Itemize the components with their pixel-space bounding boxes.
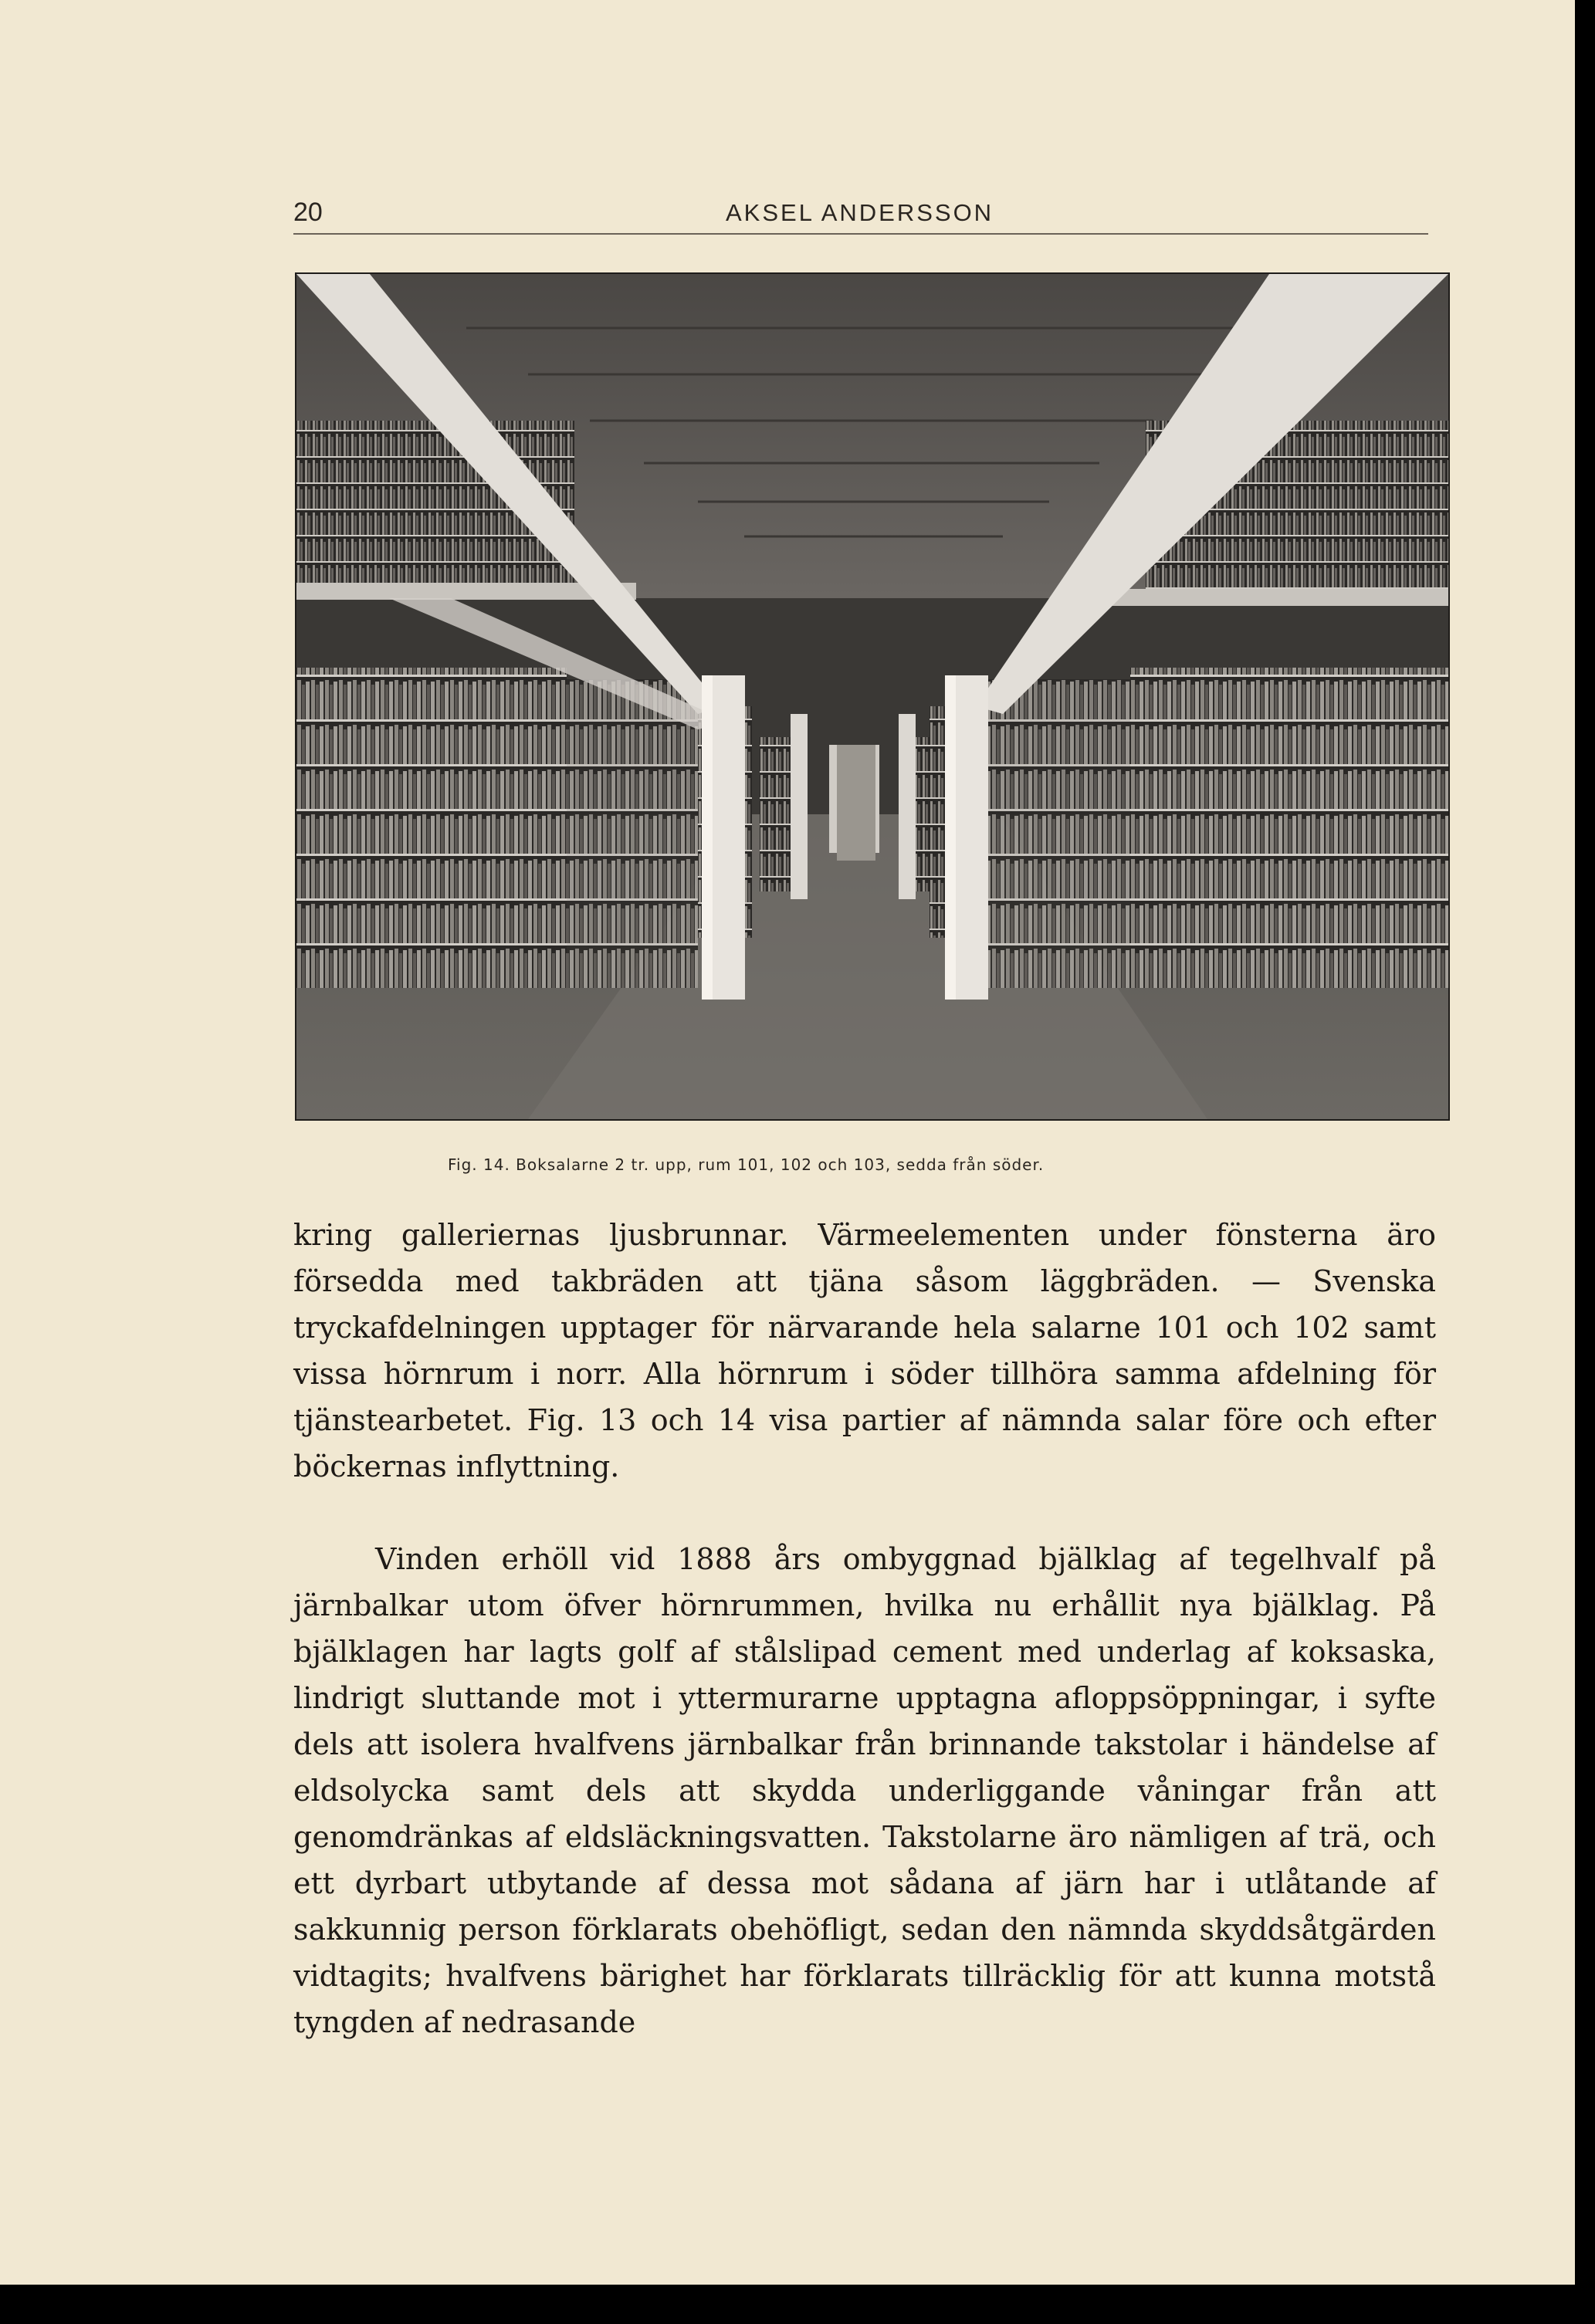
- library-stacks-photograph: [295, 272, 1450, 1121]
- running-title: AKSEL ANDERSSON: [726, 199, 994, 226]
- body-paragraph-1: kring galleriernas ljusbrunnar. Värmeelementen under fönsterna äro försedda med takbräden att tjäna såsom läggbräden. — Svenska tryckafdelningen upptager för närvarande hela salarne 101 och 102 samt vissa hörnrum i norr. Alla hörnrum i söder tillhöra samma afdelning för tjänstearbetet. Fig. 13 och 14 visa partier af nämnda salar före och efter böckernas inflyttning.: [293, 1218, 1436, 1483]
- running-head: [293, 195, 1428, 235]
- photograph-library-stacks-icon: [296, 274, 1448, 1119]
- page-number: 20: [293, 198, 323, 227]
- figure-caption: Fig. 14. Boksalarne 2 tr. upp, rum 101, 102 och 103, sedda från söder.: [448, 1155, 1045, 1174]
- body-paragraph-2: Vinden erhöll vid 1888 års ombyggnad bjälklag af tegelhvalf på järnbalkar utom öfver hörnrummen, hvilka nu erhållit nya bjälklag. På bjälklagen har lagts golf af stålslipad cement med underlag af koksaska, lindrigt sluttande mot i yttermurarne upptagna afloppsöppningar, i syfte dels att isolera hvalfvens järnbalkar från brinnande takstolar i händelse af eldsolycka samt dels att skydda underliggande våningar från att genomdränkas af eldsläckningsvatten. Takstolarne äro nämligen af trä, och ett dyrbart utbytande af dessa mot sådana af järn har i utlåtande af sakkunnig person förklarats obehöfligt, sedan den nämnda skyddsåtgärden vidtagits; hvalfvens bärighet har förklarats tillräcklig för att kunna motstå tyngden af nedrasande: [293, 1542, 1436, 2039]
